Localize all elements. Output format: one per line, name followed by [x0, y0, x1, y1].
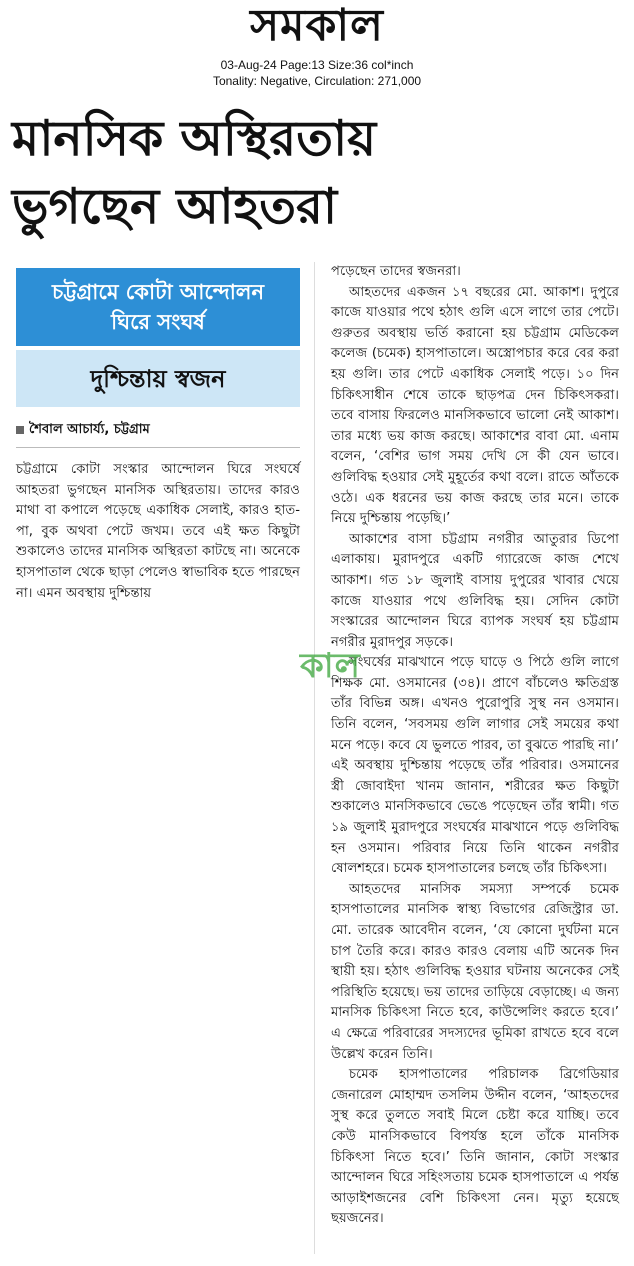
column-divider — [314, 262, 315, 1254]
byline-square-icon — [16, 426, 24, 434]
article-paragraph: আহতদের একজন ১৭ বছরের মো. আকাশ। দুপুরে কাজে যাওয়ার পথে হঠাৎ গুলি এসে লাগে তার পেটে। গুরুতর অবস্থায় ভর্তি করানো হয় চট্টগ্রাম মেডিকেল কলেজ (চমেক) হাসপাতালে। অস্ত্রোপচার করে বের করা হয় গুলি। তার পেটে একাধিক সেলাই পড়ে। ১০ দিন চিকিৎসাধীন শেষে তাকে ছাড়পত্র দেন চিকিৎসকরা। তবে বাসায় ফিরলেও মানসিকভাবে ভালো নেই আকাশ। তার মধ্যে ভয় কাজ করছে। আকাশের বাবা মো. এনাম বলেন, ‘বেশির ভাগ সময় দেখি সে কী যেন ভাবে। গুলিবিদ্ধ হওয়ার সেই মুহূর্তের কথা বলে। রাতে আঁতকে ওঠে। এক ধরনের ভয় কাজ করছে তার মনে। তাকে নিয়ে দুশ্চিন্তায় পড়েছি।’ — [331, 284, 619, 527]
kicker-line-1: চট্টগ্রামে কোটা আন্দোলন — [51, 280, 264, 304]
article-paragraph: আকাশের বাসা চট্টগ্রাম নগরীর আতুরার ডিপো এলাকায়। মুরাদপুরে একটি গ্যারেজে কাজ শেখে আকাশ। গত ১৮ জুলাই বাসায় দুপুরের খাবার খেয়ে কাজে যাওয়ার পথে গুলিবিদ্ধ হয়। সেদিন কোটা সংস্কারের আন্দোলন ঘিরে ব্যাপক সংঘর্ষ হয় চট্টগ্রাম নগরীর মুরাদপুর সড়কে। — [331, 531, 619, 650]
byline — [16, 420, 300, 440]
article-paragraph: চমেক হাসপাতালের পরিচালক ব্রিগেডিয়ার জেনারেল মোহাম্মদ তসলিম উদ্দীন বলেন, ‘আহতদের সুস্থ করে তুলতে সবাই মিলে চেষ্টা করে যাচ্ছি। তবে কেউ মানসিকভাবে বিপর্যস্ত হলে তাঁকে মানসিক চিকিৎসা নিতে হবে।’ তিনি জানান, কোটা সংস্কার আন্দোলন ঘিরে সহিংসতায় চমেক হাসপাতালে এ পর্যন্ত আড়াইশজনের বেশি চিকিৎসা নেন। মৃত্যু হয়েছে ছয়জনের। — [331, 1067, 619, 1227]
kicker-subline: দুশ্চিন্তায় স্বজন — [90, 364, 226, 393]
kicker-bottom-panel — [16, 350, 300, 407]
watermark-logo: কাল — [300, 646, 361, 686]
article-column-1 — [16, 460, 300, 604]
article-column-2 — [331, 262, 619, 1230]
headline-line-1: মানসিক অস্থিরতায় — [12, 110, 377, 167]
byline-divider — [16, 447, 300, 448]
byline-text: শৈবাল আচার্য্য, চট্টগ্রাম — [29, 422, 150, 437]
article-paragraph: চট্টগ্রামে কোটা সংস্কার আন্দোলন ঘিরে সংঘর্ষে আহতরা ভুগছেন মানসিক অস্থিরতায়। তাদের কারও মাথা বা কপালে পড়েছে একাধিক সেলাই, কারও হাত-পা, বুক অথবা পেটে জখম। তবে এই ক্ষত কিছুটা শুকালেও তাদের মানসিক অস্থিরতা কাটছে না। অনেকে হাসপাতাল থেকে ছাড়া পেলেও স্বাভাবিক হতে পারছেন না। এমন অবস্থায় দুশ্চিন্তায় — [16, 462, 300, 601]
kicker-box — [16, 268, 300, 407]
clip-meta-line-2: Tonality: Negative, Circulation: 271,000 — [212, 74, 422, 88]
headline-line-2: ভুগছেন আহতরা — [12, 178, 338, 235]
article-paragraph: পড়েছেন তাদের স্বজনরা। — [331, 264, 461, 279]
article-paragraph: সংঘর্ষের মাঝখানে পড়ে ঘাড়ে ও পিঠে গুলি লাগে শিক্ষক মো. ওসমানের (৩৪)। প্রাণে বাঁচলেও ক্ষতিগ্রস্ত তাঁর বিভিন্ন অঙ্গ। এখনও পুরোপুরি সুস্থ নন ওসমান। তিনি বলেন, ‘সবসময় গুলি লাগার সেই সময়ের কথা মনে পড়ে। কবে যে ভুলতে পারব, তা বুঝতে পারছি না।’ এই অবস্থায় দুশ্চিন্তায় পড়েছে তাঁর পরিবার। ওসমানের স্ত্রী জোবাইদা খানম জানান, শরীরের ক্ষত কিছুটা শুকালেও মানসিকভাবে ভেঙে পড়েছেন তাঁর স্বামী। গত ১৯ জুলাই মুরাদপুরে সংঘর্ষের মাঝখানে পড়ে গুলিবিদ্ধ হন ওসমান। পরিবার নিয়ে তিনি থাকেন নগরীর ষোলশহরে। চমেক হাসপাতালের চলছে তাঁর চিকিৎসা। — [331, 655, 619, 877]
kicker-top-panel — [16, 268, 300, 346]
kicker-line-2: ঘিরে সংঘর্ষ — [111, 310, 205, 334]
article-paragraph: আহতদের মানসিক সমস্যা সম্পর্কে চমেক হাসপাতালের মানসিক স্বাস্থ্য বিভাগের রেজিস্ট্রার ডা. মো. তারেক আবেদীন বলেন, ‘যে কোনো দুর্ঘটনা মনে চাপ তৈরি করে। কারও কারও বেলায় এটি অনেক দিন স্থায়ী হয়। হঠাৎ গুলিবিদ্ধ হওয়ার ঘটনায় অনেকের সেই পরিস্থিতি হয়েছে। ভয় তাদের তাড়িয়ে বেড়াচ্ছে। এ জন্য মানসিক চিকিৎসা নিতে হবে, কাউন্সেলিং করতে হবে।’ এ ক্ষেত্রে পরিবারের সদস্যদের ভূমিকা রাখতে হবে বলে উল্লেখ করেন তিনি। — [331, 881, 619, 1062]
clip-meta-line-1: 03-Aug-24 Page:13 Size:36 col*inch — [220, 58, 414, 72]
newspaper-masthead — [0, 2, 634, 50]
masthead-title: সমকাল — [250, 0, 384, 51]
